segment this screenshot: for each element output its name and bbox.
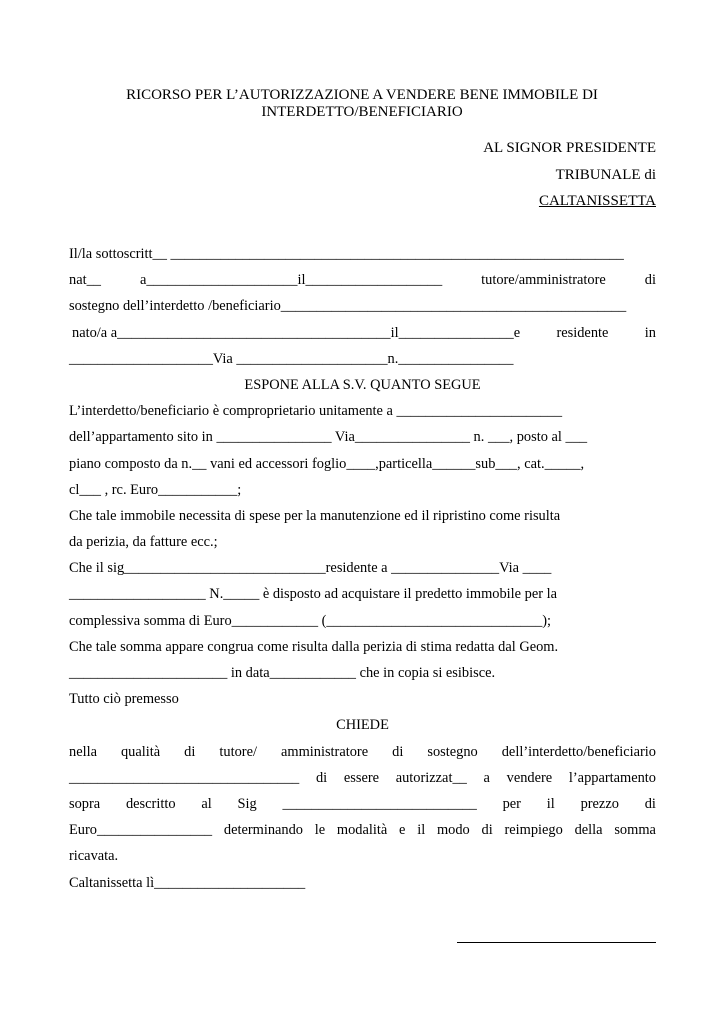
title-line-1: RICORSO PER L’AUTORIZZAZIONE A VENDERE BENE IMMOBILE DI — [126, 87, 598, 103]
text-di: di — [644, 272, 656, 289]
line-via: ____________________Via _____________________n.________________ — [69, 350, 514, 367]
word: Euro________________ — [69, 822, 213, 839]
word: sostegno — [427, 743, 478, 760]
word: qualità — [120, 743, 161, 760]
line-nato — [69, 267, 656, 293]
word: di — [481, 822, 493, 839]
word: sopra — [69, 795, 101, 812]
heading-espone: ESPONE ALLA S.V. QUANTO SEGUE — [244, 376, 481, 393]
addressee-line-2: TRIBUNALE di — [555, 167, 656, 183]
word: determinando — [223, 822, 303, 839]
line-premesso: Tutto ciò premesso — [69, 691, 179, 708]
word: modalità — [336, 822, 388, 839]
heading-chiede: CHIEDE — [336, 717, 389, 734]
line-appartamento: dell’appartamento sito in ________________ Via________________ n. ___, posto al ___ — [69, 429, 588, 446]
word: reimpiego — [504, 822, 563, 839]
addressee-line-1: AL SIGNOR PRESIDENTE — [483, 140, 656, 156]
addressee-line-3: CALTANISSETTA — [538, 193, 656, 209]
text-a-il: a_____________________il___________________ — [139, 272, 443, 289]
word: ________________________________ — [69, 769, 300, 786]
document-title — [60, 87, 664, 121]
word: essere — [343, 769, 380, 786]
word: e — [399, 822, 406, 839]
word: Sig — [237, 795, 257, 812]
line-disposto: ___________________ N._____ è disposto ad acquistare il predetto immobile per la — [69, 586, 557, 603]
line-sig: Che il sig____________________________residente a _______________Via ____ — [69, 560, 552, 577]
word: autorizzat__ — [395, 769, 467, 786]
word: di — [315, 769, 328, 786]
word: descritto — [125, 795, 176, 812]
line-nato-a — [69, 320, 656, 346]
word: modo — [436, 822, 470, 839]
word: tutore/ — [219, 743, 257, 760]
text-tutore: tutore/amministratore — [481, 272, 606, 289]
line-comproprietario: L’interdetto/beneficiario è comproprietario unitamente a _______________________ — [69, 403, 563, 420]
line-perizia: da perizia, da fatture ecc.; — [69, 534, 218, 551]
text-in: in — [644, 324, 656, 341]
document-body — [69, 241, 656, 896]
word: il — [546, 795, 555, 812]
line-luogo-data: Caltanissetta lì_____________________ — [69, 874, 306, 891]
word: al — [201, 795, 212, 812]
line-autorizzato — [69, 765, 656, 791]
line-sottoscritto: Il/la sottoscritt__ _______________________________________________________________ — [69, 246, 624, 262]
word: della — [574, 822, 603, 839]
word: prezzo — [580, 795, 619, 812]
word: dell’interdetto/beneficiario — [501, 743, 656, 760]
line-qualita — [69, 739, 656, 765]
word: somma — [614, 822, 656, 839]
line-data: ______________________ in data____________ che in copia si esibisce. — [69, 665, 496, 681]
signature-line — [457, 942, 656, 943]
word: le — [314, 822, 326, 839]
line-euro-reimpiego — [69, 817, 656, 843]
word: ___________________________ — [282, 795, 477, 812]
line-ricavata: ricavata. — [69, 848, 119, 865]
word: l’appartamento — [568, 769, 656, 786]
word: di — [392, 743, 404, 760]
line-classe: cl___ , rc. Euro___________; — [69, 481, 242, 498]
word: il — [417, 822, 426, 839]
word: amministratore — [280, 743, 369, 760]
word: per — [502, 795, 521, 812]
text-nato-a: nato/a a______________________________________il________________e — [72, 324, 521, 341]
text-residente: residente — [556, 324, 609, 341]
line-sostegno: sostegno dell’interdetto /beneficiario________________________________________________ — [69, 298, 627, 315]
line-somma: complessiva somma di Euro____________ (______________________________); — [69, 612, 552, 629]
text-nat: nat__ — [69, 272, 101, 289]
line-congrua: Che tale somma appare congrua come risulta dalla perizia di stima redatta dal Geom. — [69, 638, 559, 655]
word: di — [644, 795, 656, 812]
line-piano: piano composto da n.__ vani ed accessori foglio____,particella______sub___, cat._____, — [69, 455, 585, 472]
line-sopra-descritto — [69, 791, 656, 817]
title-line-2: INTERDETTO/BENEFICIARIO — [261, 104, 463, 120]
line-spese: Che tale immobile necessita di spese per la manutenzione ed il ripristino come risulta — [69, 507, 561, 524]
word: di — [184, 743, 196, 760]
word: vendere — [506, 769, 553, 786]
word: nella — [69, 743, 97, 760]
word: a — [483, 769, 490, 786]
